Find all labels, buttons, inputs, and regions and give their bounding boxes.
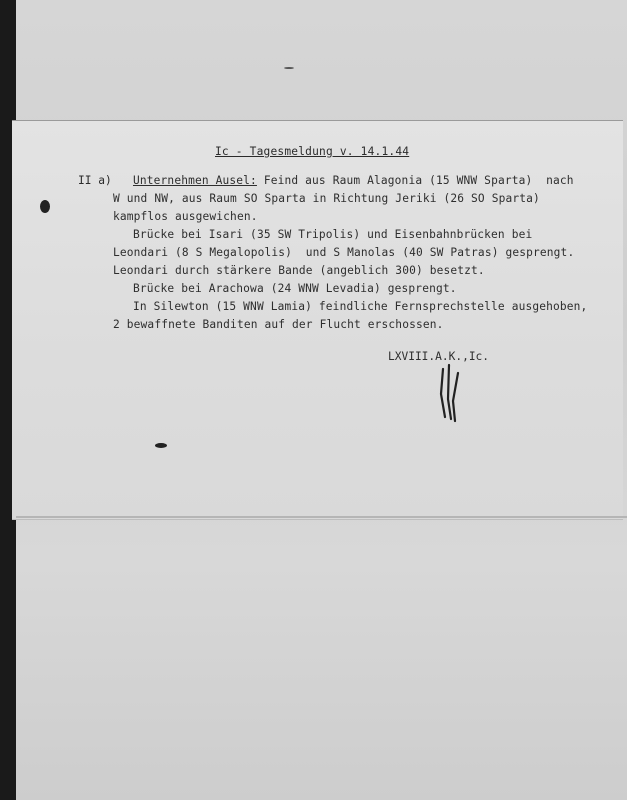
ink-blot	[40, 200, 50, 213]
report-line-8: In Silewton (15 WNW Lamia) feindliche Fernsprechstelle ausgehoben,	[133, 300, 588, 313]
ink-mark	[284, 67, 294, 69]
report-line-7: Brücke bei Arachowa (24 WNW Levadia) gesprengt.	[133, 282, 457, 295]
report-line-4: Brücke bei Isari (35 SW Tripolis) und Eisenbahnbrücken bei	[133, 228, 533, 241]
report-line-5: Leondari (8 S Megalopolis) und S Manolas (40 SW Patras) gesprengt.	[113, 246, 575, 259]
ink-blot	[155, 443, 167, 448]
operation-name: Unternehmen Ausel:	[133, 174, 257, 187]
page-title: Ic - Tagesmeldung v. 14.1.44	[215, 145, 410, 158]
signature-block: LXVIII.A.K.,Ic.	[388, 350, 490, 363]
report-line-1-text: Feind aus Raum Alagonia (15 WNW Sparta) nach	[263, 174, 574, 187]
section-label: II a)	[78, 174, 112, 187]
report-line-9: 2 bewaffnete Banditen auf der Flucht erschossen.	[113, 318, 444, 331]
document-sheet	[12, 120, 623, 519]
report-line-1	[133, 174, 574, 187]
report-line-6: Leondari durch stärkere Bande (angeblich 300) besetzt.	[113, 264, 485, 277]
report-line-2: W und NW, aus Raum SO Sparta in Richtung Jeriki (26 SO Sparta)	[113, 192, 540, 205]
page-fold-line	[16, 516, 627, 518]
handwritten-signature-mark	[436, 359, 466, 425]
report-line-3: kampflos ausgewichen.	[113, 210, 258, 223]
